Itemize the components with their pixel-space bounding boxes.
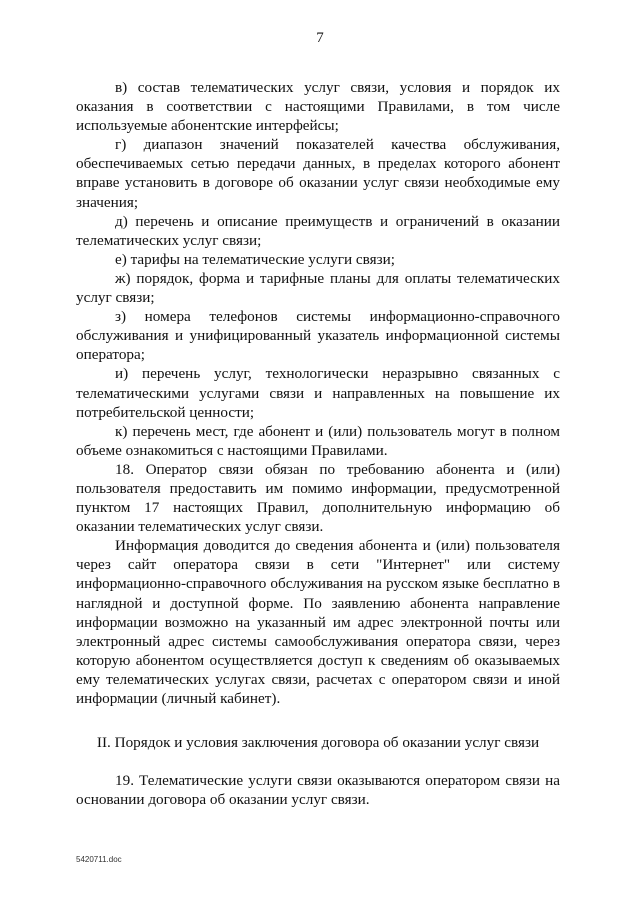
paragraph-v: в) состав телематических услуг связи, условия и порядок их оказания в соответствии с настоящими Правилами, в том числе используемые абонентские интерфейсы; [76,79,560,135]
paragraph-e: е) тарифы на телематические услуги связи; [115,250,395,268]
footer-doc-code: 5420711.doc [76,855,122,864]
paragraph-19: 19. Телематические услуги связи оказываются оператором связи на основании договора об оказании услуг связи. [76,772,560,809]
paragraph-g: г) диапазон значений показателей качества обслуживания, обеспечиваемых сетью передачи данных, в пределах которого абонент вправе установить в договоре об оказании услуг связи необходимые ему значения; [76,136,560,211]
section-heading: II. Порядок и условия заключения договора об оказании услуг связи [96,734,540,751]
paragraph-i: и) перечень услуг, технологически неразрывно связанных с телематическими услугами связи и направленных на повышение их потребительской ценности; [76,365,560,421]
paragraph-zh: ж) порядок, форма и тарифные планы для оплаты телематических услуг связи; [76,269,560,307]
document-body [76,78,560,708]
paragraph-k: к) перечень мест, где абонент и (или) пользователь могут в полном объеме ознакомиться с настоящими Правилами. [76,422,560,459]
paragraph-18: 18. Оператор связи обязан по требованию абонента и (или) пользователя предоставить им помимо информации, предусмотренной пунктом 17 настоящих Правил, дополнительную информацию об оказании телематических услуг связи. [76,460,560,536]
paragraph-d: д) перечень и описание преимуществ и ограничений в оказании телематических услуг связи; [76,212,560,249]
paragraph-information: Информация доводится до сведения абонента и (или) пользователя через сайт оператора связи в сети "Интернет" или систему информационно-справочного обслуживания на русском языке бесплатно в наглядной и доступной форме. По заявлению абонента направление информации возможно на указанный им адрес электронной почты или электронный адрес системы самообслуживания оператора связи, через которую абонентом осуществляется доступ к сведениям об оказываемых ему телематических услугах связи, расчетах с оператором связи и иной информации (личный кабинет). [76,537,560,707]
paragraph-z: з) номера телефонов системы информационно-справочного обслуживания и унифицированный указатель информационной системы оператора; [76,308,560,364]
section-body [76,771,560,809]
page-number: 7 [316,30,324,46]
